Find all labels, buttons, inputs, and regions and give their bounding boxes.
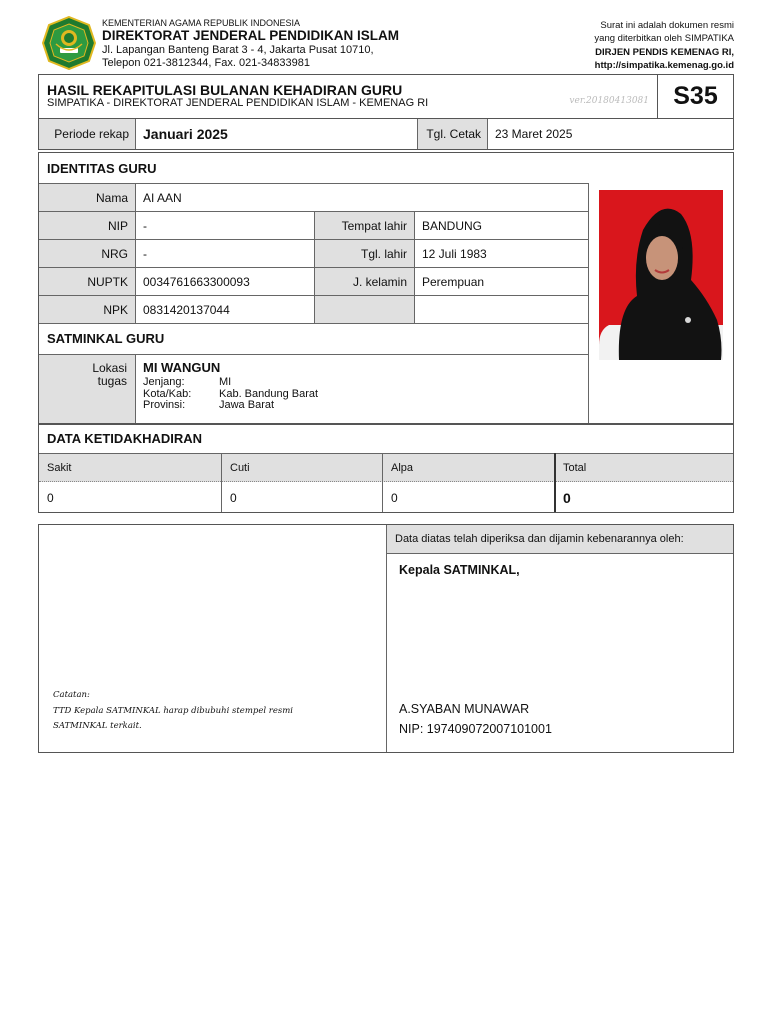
nama-value: AI AAN [143,190,182,205]
official-note-2: yang diterbitkan oleh SIMPATIKA [594,33,734,45]
kota-label: Kota/Kab: [143,387,192,400]
identitas-section [38,152,734,424]
form-code: S35 [657,75,733,118]
col-divider-3 [554,453,556,512]
kota-value: Kab. Bandung Barat [219,387,319,400]
provinsi-value: Jawa Barat [219,399,275,412]
report-title: HASIL REKAPITULASI BULANAN KEHADIRAN GURU [47,82,403,98]
print-date-label: Tgl. Cetak [417,119,488,149]
report-subtitle: SIMPATIKA - DIREKTORAT JENDERAL PENDIDIKAN ISLAM - KEMENAG RI [47,97,429,109]
signer-nip: NIP: 197409072007101001 [399,722,552,736]
version-label: ver.20180413081 [569,96,649,106]
satminkal-name: MI WANGUN [143,360,221,375]
value-sakit: 0 [47,490,54,505]
nuptk-value: 0034761663300093 [143,274,250,289]
nip-value: - [143,218,147,233]
periode-label: Periode rekap [39,119,136,149]
ketidakhadiran-section [38,424,734,513]
kelamin-value: Perempuan [422,274,485,289]
ministry-name: KEMENTERIAN AGAMA REPUBLIK INDONESIA [102,18,301,28]
row-nuptk [39,267,589,295]
official-note-1: Surat ini adalah dokumen resmi [600,20,734,31]
lokasi-label-line2: tugas [97,374,127,389]
kelamin-label: J. kelamin [314,268,415,295]
address: Jl. Lapangan Banteng Barat 3 - 4, Jakarta Pusat 10710, [102,43,374,56]
periode-row [38,118,734,150]
teacher-photo-icon [599,190,723,360]
lokasi-label [39,355,136,423]
lokasi-label-line1: Lokasi [92,361,127,375]
signature-divider [386,525,387,752]
provinsi-label: Provinsi: [143,399,186,412]
lokasi-details [143,361,318,412]
teacher-photo [599,190,723,360]
official-note-3: DIRJEN PENDIS KEMENAG RI, [595,46,734,58]
satminkal-lokasi-row [39,354,589,423]
row-npk [39,295,589,323]
value-total: 0 [563,489,571,506]
absen-header-row [39,453,733,482]
catatan-note [53,688,293,735]
header-alpa: Alpa [391,462,414,474]
identitas-title: IDENTITAS GURU [47,161,157,176]
tempat-lahir-label: Tempat lahir [314,212,415,239]
header-sakit: Sakit [47,462,72,474]
signature-section [38,524,734,753]
note-title: Catatan: [53,690,90,700]
verified-text: Data diatas telah diperiksa dan dijamin kebenarannya oleh: [387,525,733,554]
phone: Telepon 021-3812344, Fax. 021-34833981 [102,56,310,69]
tempat-lahir-value: BANDUNG [422,218,483,233]
nrg-value: - [143,246,147,261]
note-line-2: SATMINKAL terkait. [53,721,142,732]
empty-label-cell [314,296,415,323]
row-nrg [39,239,589,267]
tgl-lahir-label: Tgl. lahir [314,240,415,267]
row-nip [39,211,589,239]
nuptk-label: NUPTK [39,268,136,295]
nama-label: Nama [39,184,136,211]
jenjang-label: Jenjang: [143,376,185,388]
kemenag-logo-icon [42,16,96,70]
col-divider-1 [221,453,222,512]
ketidakhadiran-title: DATA KETIDAKHADIRAN [47,431,203,446]
official-url[interactable]: http://simpatika.kemenag.go.id [594,59,734,71]
row-nama [39,183,589,211]
signer-role: Kepala SATMINKAL, [399,563,520,577]
header-cuti: Cuti [230,462,250,474]
note-line-1: TTD Kepala SATMINKAL harap dibubuhi stempel resmi [53,705,294,716]
signer-name: A.SYABAN MUNAWAR [399,702,530,716]
col-divider-2 [382,453,383,512]
print-date-value: 23 Maret 2025 [495,127,573,141]
satminkal-title: SATMINKAL GURU [47,331,165,346]
nip-label: NIP [39,212,136,239]
jenjang-value: MI [219,376,232,388]
report-title-block [38,74,734,119]
header-total: Total [563,462,587,474]
document-header [38,14,734,72]
value-cuti: 0 [230,490,237,505]
npk-label: NPK [39,296,136,323]
directorate-name: DIREKTORAT JENDERAL PENDIDIKAN ISLAM [102,28,400,44]
satminkal-header-row [39,323,589,355]
tgl-lahir-value: 12 Juli 1983 [422,246,487,261]
value-alpa: 0 [391,490,398,505]
periode-value: Januari 2025 [143,126,228,142]
nrg-label: NRG [39,240,136,267]
npk-value: 0831420137044 [143,302,230,317]
